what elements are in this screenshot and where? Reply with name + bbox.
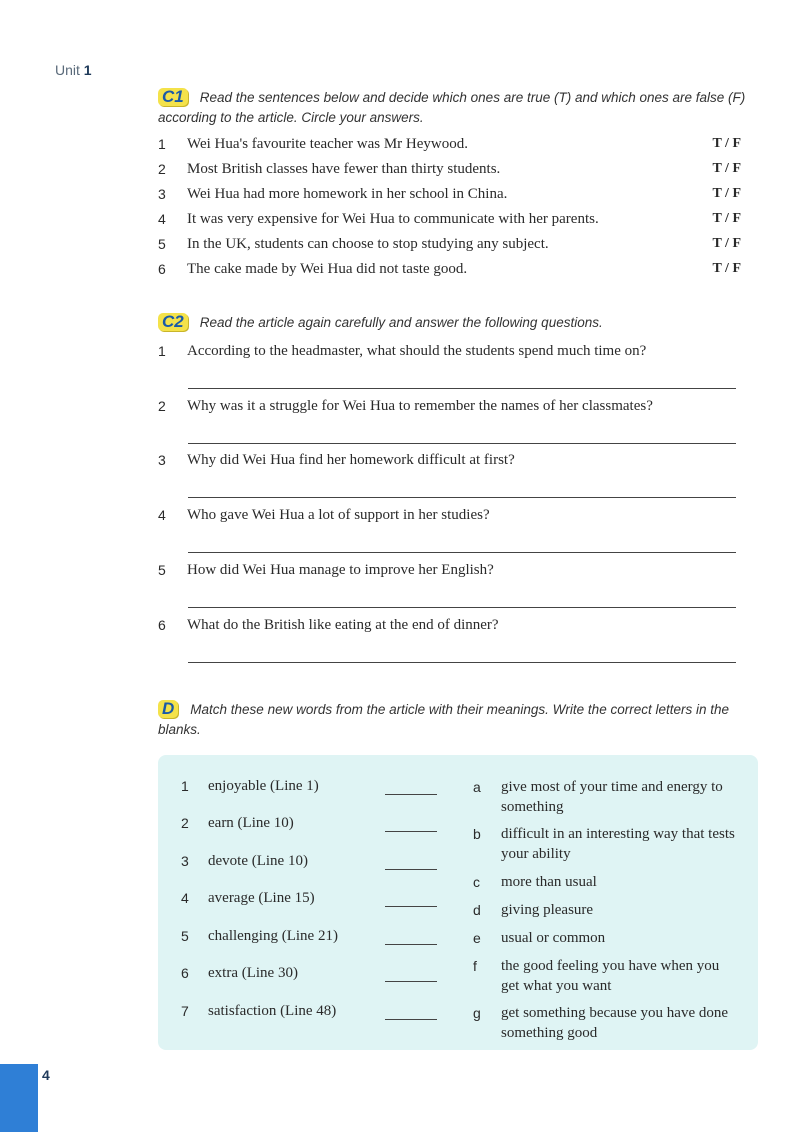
unit-label-text: Unit <box>55 62 80 78</box>
d-meaning-letter: b <box>473 826 481 842</box>
d-word-number: 4 <box>181 890 189 906</box>
c1-item <box>158 211 743 233</box>
d-answer-blank[interactable] <box>385 906 437 907</box>
d-instruction-block <box>158 700 748 740</box>
d-word-number: 7 <box>181 1003 189 1019</box>
d-answer-blank[interactable] <box>385 1019 437 1020</box>
unit-number: 1 <box>83 62 92 78</box>
c2-question-text: According to the headmaster, what should the students spend much time on? <box>187 343 647 359</box>
c2-question-number: 1 <box>158 343 166 359</box>
page-accent-bar <box>0 1064 38 1132</box>
c1-item-text: Most British classes have fewer than thirty students. <box>187 161 501 177</box>
c1-true-false-choice[interactable]: T / F <box>712 236 741 251</box>
c2-question-number: 2 <box>158 398 166 414</box>
c2-question-text: Why did Wei Hua find her homework difficult at first? <box>187 452 515 468</box>
c1-item <box>158 236 743 258</box>
d-meaning-text: difficult in an interesting way that tests your ability <box>501 826 735 862</box>
c2-question-text: How did Wei Hua manage to improve her English? <box>187 562 494 578</box>
c1-true-false-choice[interactable]: T / F <box>712 136 741 151</box>
d-word-number: 1 <box>181 778 189 794</box>
d-answer-blank[interactable] <box>385 831 437 832</box>
c1-item-number: 1 <box>158 136 166 152</box>
c1-item <box>158 261 743 283</box>
c1-item-text: The cake made by Wei Hua did not taste good. <box>187 261 468 277</box>
d-answer-blank[interactable] <box>385 981 437 982</box>
d-word-text: earn (Line 10) <box>208 815 294 831</box>
d-meaning-letter: f <box>473 958 477 974</box>
d-word-text: enjoyable (Line 1) <box>208 778 319 794</box>
c1-item-number: 3 <box>158 186 166 202</box>
page-number: 4 <box>42 1067 50 1083</box>
c2-instruction: Read the article again carefully and answer the following questions. <box>199 315 603 330</box>
c2-question-number: 4 <box>158 507 166 523</box>
c2-answer-line[interactable] <box>188 662 736 663</box>
c2-question-text: Why was it a struggle for Wei Hua to remember the names of her classmates? <box>187 398 653 414</box>
c2-instruction-block <box>158 313 748 333</box>
d-meaning-letter: c <box>473 874 480 890</box>
d-word-number: 2 <box>181 815 189 831</box>
c2-question-number: 6 <box>158 617 166 633</box>
d-meaning-text: get something because you have done something good <box>501 1005 729 1041</box>
c1-badge: C1 <box>158 88 188 106</box>
c2-answer-line[interactable] <box>188 497 736 498</box>
c1-true-false-choice[interactable]: T / F <box>712 261 741 276</box>
c1-item-text: Wei Hua had more homework in her school in China. <box>187 186 508 202</box>
d-meaning-text: giving pleasure <box>501 902 594 918</box>
d-answer-blank[interactable] <box>385 944 437 945</box>
c1-item <box>158 161 743 183</box>
d-word-number: 5 <box>181 928 189 944</box>
d-meaning-text: the good feeling you have when you get what you want <box>501 958 720 994</box>
d-word-number: 3 <box>181 853 189 869</box>
c2-answer-line[interactable] <box>188 552 736 553</box>
d-answer-blank[interactable] <box>385 869 437 870</box>
c1-item-number: 4 <box>158 211 166 227</box>
c2-answer-line[interactable] <box>188 443 736 444</box>
d-word-text: average (Line 15) <box>208 890 315 906</box>
c1-item-number: 2 <box>158 161 166 177</box>
d-meaning-text: more than usual <box>501 874 597 890</box>
d-word-text: satisfaction (Line 48) <box>208 1003 337 1019</box>
c1-true-false-choice[interactable]: T / F <box>712 161 741 176</box>
c1-item-text: It was very expensive for Wei Hua to communicate with her parents. <box>187 211 599 227</box>
d-badge: D <box>158 700 178 718</box>
d-meaning-text: usual or common <box>501 930 606 946</box>
c1-instruction-block <box>158 88 748 128</box>
c2-badge: C2 <box>158 313 188 331</box>
d-meaning-text: give most of your time and energy to something <box>501 779 723 815</box>
c1-item <box>158 136 743 158</box>
d-meaning-letter: g <box>473 1005 481 1021</box>
d-meaning-letter: a <box>473 779 481 795</box>
c1-true-false-choice[interactable]: T / F <box>712 186 741 201</box>
c1-item-number: 6 <box>158 261 166 277</box>
d-meaning-letter: d <box>473 902 481 918</box>
d-word-number: 6 <box>181 965 189 981</box>
d-word-text: devote (Line 10) <box>208 853 308 869</box>
d-meaning-letter: e <box>473 930 481 946</box>
c1-item-text: In the UK, students can choose to stop studying any subject. <box>187 236 549 252</box>
c2-answer-line[interactable] <box>188 607 736 608</box>
d-word-text: challenging (Line 21) <box>208 928 338 944</box>
c1-instruction: Read the sentences below and decide which ones are true (T) and which ones are false (F) according to the article. Circle your answers. <box>158 90 746 125</box>
c1-item-text: Wei Hua's favourite teacher was Mr Heywood. <box>187 136 468 152</box>
c2-question-text: What do the British like eating at the end of dinner? <box>187 617 499 633</box>
c2-answer-line[interactable] <box>188 388 736 389</box>
c1-item <box>158 186 743 208</box>
c1-item-number: 5 <box>158 236 166 252</box>
d-word-text: extra (Line 30) <box>208 965 298 981</box>
c2-question-number: 3 <box>158 452 166 468</box>
d-instruction: Match these new words from the article with their meanings. Write the correct letters in the blanks. <box>158 702 729 737</box>
unit-label <box>55 62 92 78</box>
d-answer-blank[interactable] <box>385 794 437 795</box>
c2-question-number: 5 <box>158 562 166 578</box>
c2-question-text: Who gave Wei Hua a lot of support in her studies? <box>187 507 490 523</box>
c1-true-false-choice[interactable]: T / F <box>712 211 741 226</box>
